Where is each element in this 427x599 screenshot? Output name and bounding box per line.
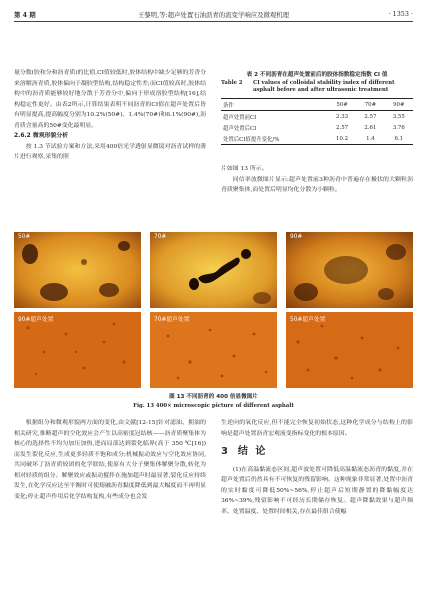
micrograph-panel <box>286 232 413 308</box>
micrograph-panel <box>150 232 277 308</box>
left-column-top <box>14 68 206 163</box>
micrograph-panel <box>14 312 141 388</box>
issue-number: 第 4 期 <box>14 11 36 19</box>
table-row: 超声处置后CI 2.57 2.61 3.76 <box>223 124 405 132</box>
paragraph: 按 1.3 节试验方案和方法,采用400倍光学透射显微镜对沥青试样的薄片进行观察,采集的照 <box>14 143 206 160</box>
table-block <box>221 70 413 145</box>
micrograph-panel <box>150 312 277 388</box>
right-column-top <box>221 164 413 196</box>
figure-13 <box>14 232 413 388</box>
running-title: 王黎明,等:超声处置石油沥青的流变学响应及微观机理 <box>137 11 290 19</box>
table-row: 超声处置前CI 2.33 2.57 3.55 <box>223 113 405 121</box>
table-caption-cn: 表 2 不同沥青在超声处置前后的胶体指数稳定指数 CI 值 <box>246 72 388 78</box>
paragraph: 生逆向的氧化反应,但不能完全恢复初始状态,这种化学成分与结构上的影响是超声处置沥青宏观流变指标变化的根本原因。 <box>221 420 413 437</box>
table-header-row: 条件 50# 70# 90# <box>221 99 413 111</box>
page-number: · 1353 · <box>388 10 413 18</box>
figure-caption-en: Fig. 13 400× microscopic picture of different asphalt <box>133 403 294 409</box>
panel-label: 70#超声处置 <box>154 317 190 323</box>
header-rule <box>14 21 413 22</box>
left-column-bottom <box>14 418 206 502</box>
section-heading: 3 结 论 <box>221 446 268 457</box>
panel-label: 90#超声处置 <box>18 317 54 323</box>
panel-label: 90# <box>290 234 303 240</box>
paragraph: 同信率放微图片显示:超声处置前3种沥青中普遍存在极状的大颗粒沥青质聚集体,而处置后明显均化分散为小颗粒。 <box>221 176 413 193</box>
table-caption-en: Table 2 CI values of colloidal stability index of different asphalt before and after ultrasonic treatment <box>221 80 395 93</box>
ci-table <box>221 98 413 145</box>
paragraph: (1)在高温黏流态区间,超声波处置可降低高温黏流态沥青的黏度,并在超声处置后仍然具有不可恢复的残留影响。这种现象非常显著,处置中沥青的实时黏度可降低50%~56%,停止超声后短期静置的降黏幅度达36%~39%,残留影响不可经历长期储存恢复。超声降黏效果与超声频率、处置温度、处置时间相关,存在最佳组合使幅 <box>221 466 413 515</box>
figure-caption <box>14 392 413 409</box>
paragraph: 片如图 13 所示。 <box>221 166 268 172</box>
panel-label: 50# <box>18 234 31 240</box>
micrograph-panel <box>14 232 141 308</box>
paragraph: 量分数(胶和分和沥青质)的比值,CI值较低时,胶体结构中缺少足够的芳香分来溶解沥青质,胶体偏向于凝胶型结构,结构稳定性差;而CI值较高时,胶体结构中的沥青质能够较好地分散于芳香分中,偏向于形成溶胶型结构[16],结构稳定性更好。由表2所示,计算结果表明不同沥青的CI值在超声处置后皆有明显提高,提高幅度分别为10.2%(50#)、1.4%(70#)和6.1%(90#),沥青质含量高的50#变化最明显。 <box>14 70 206 129</box>
paragraph: 根据组分和微观形貌两方面的变化,由文献[12-15]针对滤油、拥油的相关研究,推断超声的空化效应会产生以高密度冠结核——沥青质聚集体为核心的选择性不均匀加压加热,进而局部达到裂化临界(高于 350 ℃[16])而发生裂化反应,生成更多轻质不饱和成分;机械振动效应与空化效应协同,共同破坏了沥青质较团的化学联结,使原有大分子聚集体解聚分散,转化为相对轻质的组分。解聚效应或振动搅拌在施加超声时最显著,裂化反应持续发生,在化学反应达至平衡时可使熔融沥青黏度降低到最大幅度而不再明显变化;停止超声作用后化学结构复构,有些成分也会发 <box>14 420 206 500</box>
figure-caption-cn: 图 13 不同沥青的 400 倍显微图片 <box>169 394 258 400</box>
table-row: 处置后CI值提升变化/% 10.2 1.4 6.1 <box>221 133 413 145</box>
panel-label: 50#超声处置 <box>290 317 326 323</box>
micrograph-panel <box>286 312 413 388</box>
panel-label: 70# <box>154 234 167 240</box>
right-column-bottom <box>221 418 413 517</box>
subsection-heading: 2.6.2 微观形貌分析 <box>14 133 69 139</box>
